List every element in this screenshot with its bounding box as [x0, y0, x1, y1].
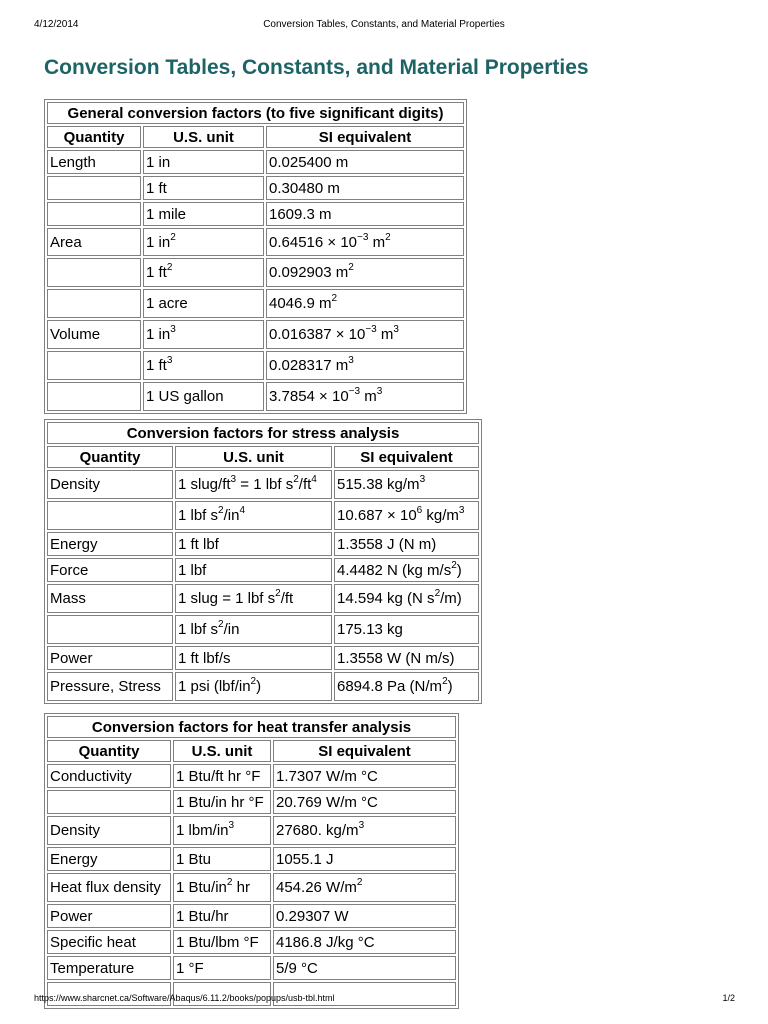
si-equivalent-cell: 1.3558 W (N m/s) — [334, 646, 479, 670]
superscript: 2 — [451, 559, 457, 571]
superscript: 3 — [230, 474, 237, 485]
us-unit-cell: 1 ft lbf/s — [175, 646, 332, 670]
superscript: 2 — [442, 676, 448, 687]
quantity-cell: Specific heat — [47, 930, 171, 954]
us-unit-cell: 1 ft — [143, 176, 264, 200]
quantity-cell — [47, 790, 171, 814]
superscript: 2 — [293, 474, 299, 485]
page-title: Conversion Tables, Constants, and Material Properties — [44, 56, 589, 79]
table-caption: Conversion factors for stress analysis — [47, 422, 479, 444]
quantity-cell — [47, 351, 141, 380]
us-unit-cell: 1 Btu/$in^2$ hr — [173, 873, 271, 902]
us-unit-cell: 1 slug/$ft^3 = 1$ lbf $s^2/ft^4$ — [175, 470, 332, 499]
column-header-si-equivalent: SI equivalent — [273, 740, 456, 762]
superscript: −3 — [348, 386, 361, 397]
table-row — [47, 470, 479, 499]
si-equivalent-cell: 0.29307 W — [273, 904, 456, 928]
column-header-si-equivalent: SI equivalent — [266, 126, 464, 148]
superscript: 2 — [348, 262, 354, 273]
table-row — [47, 501, 479, 530]
superscript: 2 — [170, 231, 176, 243]
superscript: 2 — [356, 877, 363, 888]
us-unit-cell: 1 acre — [143, 289, 264, 318]
us-unit-cell: 1 US gallon — [143, 382, 264, 411]
table-row — [47, 847, 456, 871]
si-equivalent-cell: 0.028317 $m^3$ — [266, 351, 464, 380]
column-header-us-unit: U.S. unit — [143, 126, 264, 148]
table-row — [47, 532, 479, 556]
us-unit-cell: 1 Btu/ft hr °F — [173, 764, 271, 788]
superscript: 2 — [385, 231, 391, 243]
quantity-cell — [47, 501, 173, 530]
us-unit-cell: 1 psi $(lbf/in^2)$ — [175, 672, 332, 701]
superscript: 3 — [358, 820, 365, 831]
superscript: 4 — [239, 505, 245, 516]
table-caption: Conversion factors for heat transfer analysis — [47, 716, 456, 738]
us-unit-cell: 1 mile — [143, 202, 264, 226]
quantity-cell — [47, 202, 141, 226]
si-equivalent-cell: 0.025400 m — [266, 150, 464, 174]
print-footer-url: https://www.sharcnet.ca/Software/Abaqus/6.11.2/books/popups/usb-tbl.html — [34, 993, 335, 1003]
quantity-cell: Heat flux density — [47, 873, 171, 902]
si-equivalent-cell: 0.092903 $m^2$ — [266, 258, 464, 287]
quantity-cell — [47, 382, 141, 411]
table-row — [47, 558, 479, 582]
us-unit-cell: 1 Btu/hr — [173, 904, 271, 928]
quantity-cell: Conductivity — [47, 764, 171, 788]
superscript: 3 — [348, 355, 354, 366]
us-unit-cell: 1 Btu/lbm °F — [173, 930, 271, 954]
quantity-cell: Length — [47, 150, 141, 174]
print-date: 4/12/2014 — [34, 19, 79, 30]
column-header-quantity: Quantity — [47, 126, 141, 148]
si-equivalent-cell: 1055.1 J — [273, 847, 456, 871]
superscript: 3 — [166, 355, 173, 366]
us-unit-cell: 1 lbm/$in^3$ — [173, 816, 271, 845]
us-unit-cell: 1 $ft^3$ — [143, 351, 264, 380]
quantity-cell — [47, 176, 141, 200]
quantity-cell: Force — [47, 558, 173, 582]
table-row — [47, 764, 456, 788]
stress-conversion-table — [44, 419, 482, 704]
us-unit-cell: 1 lbf — [175, 558, 332, 582]
column-header-quantity: Quantity — [47, 446, 173, 468]
superscript: 2 — [218, 619, 224, 630]
table-caption: General conversion factors (to five significant digits) — [47, 102, 464, 124]
si-equivalent-cell: 5/9 °C — [273, 956, 456, 980]
quantity-cell: Area — [47, 228, 141, 256]
table-row — [47, 289, 464, 318]
table-row — [47, 258, 464, 287]
superscript: −3 — [357, 231, 369, 243]
table-header-row — [47, 126, 464, 148]
column-header-us-unit: U.S. unit — [175, 446, 332, 468]
us-unit-cell: 1 $in^2$ — [143, 228, 264, 256]
us-unit-cell: 1 Btu/in hr °F — [173, 790, 271, 814]
superscript: 2 — [275, 588, 281, 599]
quantity-cell: Density — [47, 816, 171, 845]
si-equivalent-cell: 0.30480 m — [266, 176, 464, 200]
us-unit-cell: 1 $ft^2$ — [143, 258, 264, 287]
quantity-cell: Energy — [47, 532, 173, 556]
quantity-cell — [47, 615, 173, 644]
table-row — [47, 351, 464, 380]
superscript: 3 — [228, 820, 235, 831]
superscript: 3 — [170, 324, 176, 335]
table-row — [47, 930, 456, 954]
table-row — [47, 382, 464, 411]
si-equivalent-cell: 1.3558 J (N m) — [334, 532, 479, 556]
table-row — [47, 320, 464, 349]
us-unit-cell: 1 in — [143, 150, 264, 174]
us-unit-cell: 1 °F — [173, 956, 271, 980]
si-equivalent-cell: 4046.9 $m^2$ — [266, 289, 464, 318]
table-row — [47, 202, 464, 226]
table-row — [47, 904, 456, 928]
quantity-cell: Volume — [47, 320, 141, 349]
us-unit-cell: 1 ft lbf — [175, 532, 332, 556]
si-equivalent-cell: 515.38 $kg/m^3$ — [334, 470, 479, 499]
superscript: 3 — [458, 505, 465, 516]
superscript: 2 — [250, 676, 257, 687]
general-conversion-table — [44, 99, 467, 414]
us-unit-cell: 1 $in^3$ — [143, 320, 264, 349]
us-unit-cell: 1 lbf $s^2/in$ — [175, 615, 332, 644]
si-equivalent-cell: 14.594 kg (N $s^2/m$) — [334, 584, 479, 613]
quantity-cell: Energy — [47, 847, 171, 871]
us-unit-cell: 1 lbf $s^2/in^4$ — [175, 501, 332, 530]
table-row — [47, 584, 479, 613]
table-row — [47, 646, 479, 670]
table-row — [47, 615, 479, 644]
table-row — [47, 672, 479, 701]
quantity-cell: Pressure, Stress — [47, 672, 173, 701]
quantity-cell: Power — [47, 646, 173, 670]
si-equivalent-cell: 20.769 W/m °C — [273, 790, 456, 814]
print-page-number: 1/2 — [722, 993, 735, 1003]
si-equivalent-cell: 1.7307 W/m °C — [273, 764, 456, 788]
superscript: 3 — [419, 474, 426, 485]
table-row — [47, 790, 456, 814]
si-equivalent-cell: $0.016387 \times 10^{-3}$ $m^3$ — [266, 320, 464, 349]
si-equivalent-cell: 454.26 $W/m^2$ — [273, 873, 456, 902]
table-row — [47, 150, 464, 174]
quantity-cell: Mass — [47, 584, 173, 613]
si-equivalent-cell: 4186.8 J/kg °C — [273, 930, 456, 954]
us-unit-cell: 1 Btu — [173, 847, 271, 871]
superscript: 4 — [311, 474, 317, 485]
table-row — [47, 956, 456, 980]
heat-transfer-conversion-table — [44, 713, 459, 1009]
quantity-cell — [47, 258, 141, 287]
si-equivalent-cell: $10.687 \times 10^6$ $kg/m^3$ — [334, 501, 479, 530]
si-equivalent-cell: 4.4482 N (kg $m/s^2$) — [334, 558, 479, 582]
superscript: 2 — [226, 877, 233, 888]
column-header-us-unit: U.S. unit — [173, 740, 271, 762]
table-row — [47, 176, 464, 200]
table-row — [47, 228, 464, 256]
quantity-cell: Power — [47, 904, 171, 928]
quantity-cell: Density — [47, 470, 173, 499]
superscript: 2 — [331, 293, 338, 304]
superscript: 2 — [218, 505, 224, 516]
superscript: 3 — [376, 386, 383, 397]
table-header-row — [47, 446, 479, 468]
print-header-title: Conversion Tables, Constants, and Material Properties — [263, 19, 505, 30]
si-equivalent-cell: 6894.8 Pa $(N/m^2)$ — [334, 672, 479, 701]
si-equivalent-cell: 27680. $kg/m^3$ — [273, 816, 456, 845]
superscript: 6 — [416, 505, 423, 516]
table-header-row — [47, 740, 456, 762]
superscript: −3 — [365, 324, 377, 335]
si-equivalent-cell: $3.7854 \times 10^{-3}$ $m^3$ — [266, 382, 464, 411]
table-row — [47, 816, 456, 845]
si-equivalent-cell: 1609.3 m — [266, 202, 464, 226]
column-header-si-equivalent: SI equivalent — [334, 446, 479, 468]
si-equivalent-cell: $0.64516 \times 10^{-3}$ $m^2$ — [266, 228, 464, 256]
si-equivalent-cell: 175.13 kg — [334, 615, 479, 644]
table-row — [47, 873, 456, 902]
superscript: 2 — [166, 262, 173, 273]
quantity-cell: Temperature — [47, 956, 171, 980]
column-header-quantity: Quantity — [47, 740, 171, 762]
superscript: 3 — [393, 324, 399, 335]
superscript: 2 — [434, 588, 441, 599]
quantity-cell — [47, 289, 141, 318]
us-unit-cell: 1 slug = 1 lbf $s^2/ft$ — [175, 584, 332, 613]
